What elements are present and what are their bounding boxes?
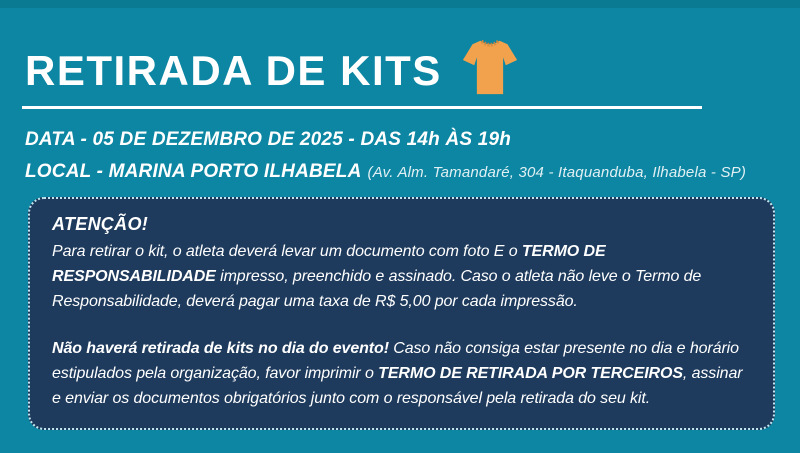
title-divider: [22, 106, 702, 109]
notice-p2-bold-term: TERMO DE RETIRADA POR TERCEIROS: [378, 365, 683, 382]
notice-p1-bold-term: TERMO DE RESPONSABILIDADE: [52, 243, 606, 285]
event-location-line: [25, 161, 746, 183]
page-title: RETIRADA DE KITS: [25, 47, 442, 94]
notice-p1-text: Para retirar o kit, o atleta deverá levar um documento com foto E o: [52, 243, 522, 260]
notice-p2-text: Caso não consiga estar presente no dia e horário estipulados pela organização, favor imprimir o: [52, 340, 739, 382]
event-date-line: [25, 129, 746, 151]
notice-paragraph-2: [52, 336, 751, 411]
attention-notice-box: [28, 197, 775, 430]
notice-p2-text-cont: , assinar e enviar os documentos obrigatórios junto com o responsável pela retirada do seu kit.: [52, 365, 743, 407]
notice-paragraph-1: [52, 239, 751, 314]
event-location-address: (Av. Alm. Tamandaré, 304 - Itaquanduba, Ilhabela - SP): [367, 164, 747, 181]
event-info: [25, 129, 746, 193]
header: [25, 44, 518, 98]
t-shirt-icon: [462, 36, 518, 98]
event-location-label: LOCAL - MARINA PORTO ILHABELA: [25, 161, 362, 182]
event-date-text: DATA - 05 DE DEZEMBRO DE 2025 - DAS 14h ÀS 19h: [25, 129, 512, 150]
notice-heading: ATENÇÃO!: [52, 214, 149, 234]
notice-p2-bold-lead: Não haverá retirada de kits no dia do evento!: [52, 340, 389, 357]
notice-p1-text-cont: impresso, preenchido e assinado. Caso o atleta não leve o Termo de Responsabilidade, deverá pagar uma taxa de R$ 5,00 por cada impressão.: [52, 268, 702, 310]
top-accent-strip: [0, 0, 800, 8]
